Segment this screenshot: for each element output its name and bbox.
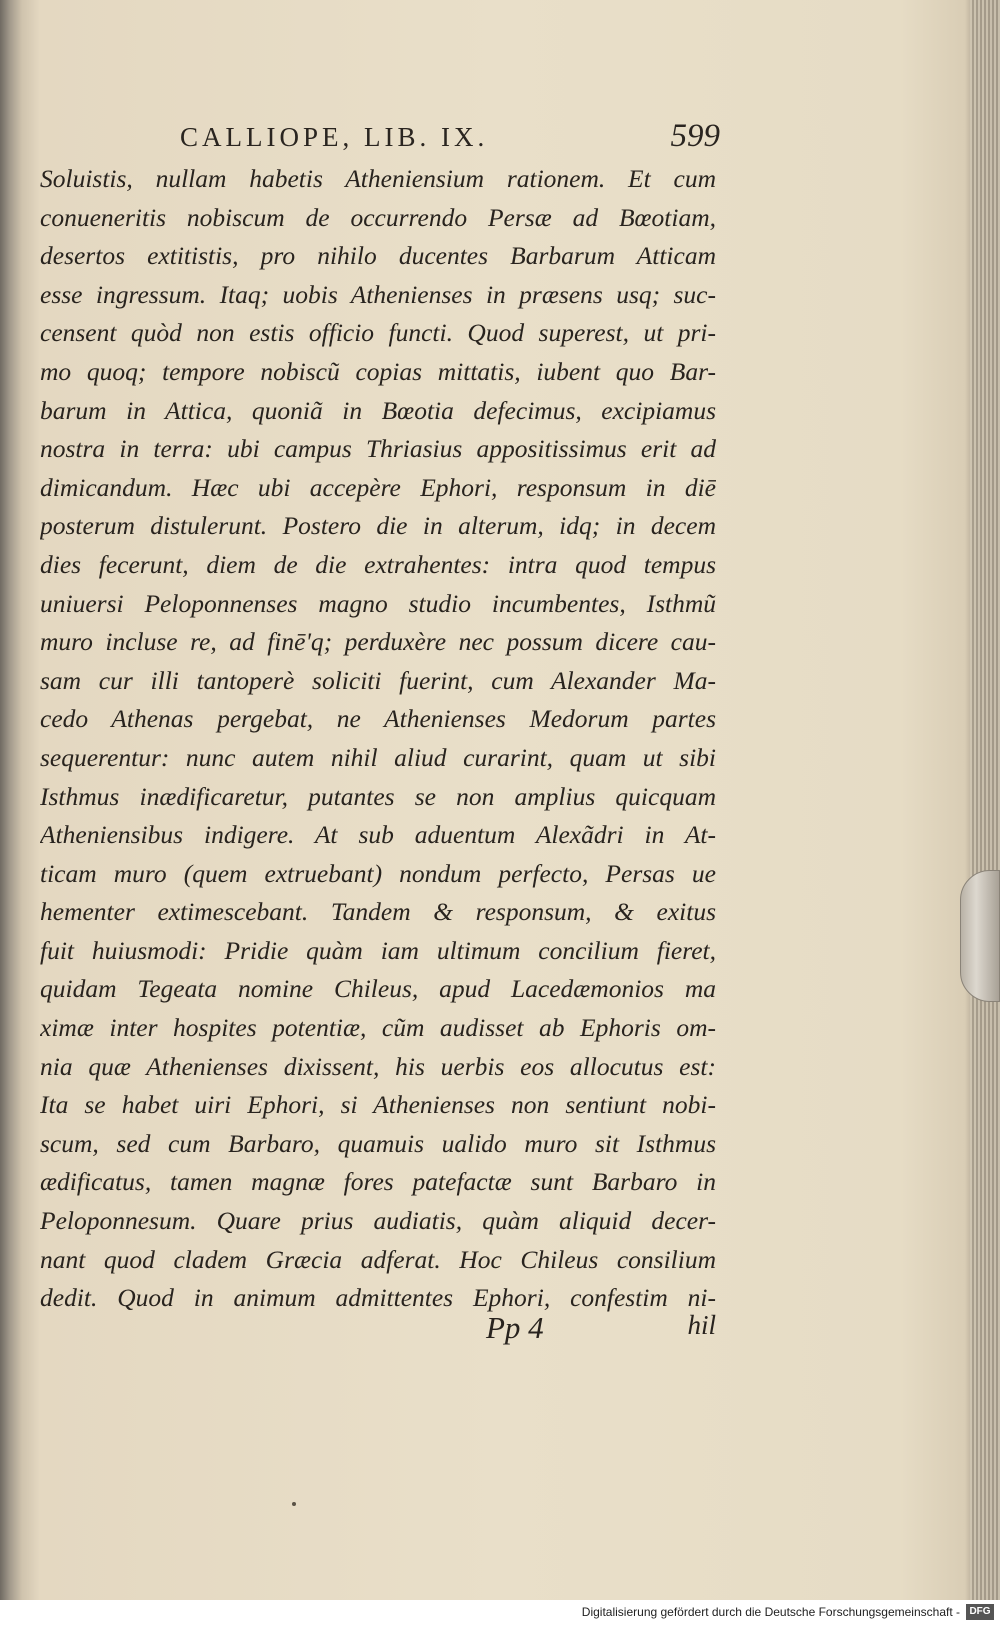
text-line: ximæ inter hospites potentiæ, cũm audisset ab Ephoris om- xyxy=(40,1013,716,1043)
text-line: nostra in terra: ubi campus Thriasius appositissimus erit ad xyxy=(40,434,716,464)
text-line: censent quòd non estis officio functi. Quod superest, ut pri- xyxy=(40,318,716,348)
text-line: esse ingressum. Itaq; uobis Athenienses in præsens usq; suc- xyxy=(40,279,716,309)
text-line: sequerentur: nunc autem nihil aliud curarint, quam ut sibi xyxy=(40,742,716,772)
text-line: posterum distulerunt. Postero die in alterum, idq; in decem xyxy=(40,511,716,541)
signature-mark: Pp 4 xyxy=(486,1310,544,1345)
text-line: barum in Attica, quoniã in Bœotia defecimus, excipiamus xyxy=(40,395,716,425)
text-line: Peloponnesum. Quare prius audiatis, quàm aliquid decer- xyxy=(40,1206,716,1236)
page-number: 599 xyxy=(670,118,720,154)
text-line: ædificatus, tamen magnæ fores patefactæ sunt Barbaro in xyxy=(40,1167,716,1197)
text-line: Isthmus inædificaretur, putantes se non amplius quicquam xyxy=(40,781,716,811)
text-line: cedo Athenas pergebat, ne Athenienses Medorum partes xyxy=(40,704,716,734)
text-line: sam cur illi tantoperè soliciti fuerint, cum Alexander Ma- xyxy=(40,665,716,695)
dfg-logo: DFG xyxy=(966,1604,994,1620)
text-line: dimicandum. Hæc ubi accepère Ephori, responsum in diē xyxy=(40,472,716,502)
credit-text: Digitalisierung gefördert durch die Deutsche Forschungsgemeinschaft - xyxy=(581,1605,960,1619)
text-line: Atheniensibus indigere. At sub aduentum Alexãdri in At- xyxy=(40,820,716,850)
text-line: fuit huiusmodi: Pridie quàm iam ultimum concilium fieret, xyxy=(40,935,716,965)
book-clip xyxy=(960,870,1000,1002)
text-line: desertos extitistis, pro nihilo ducentes Barbarum Atticam xyxy=(40,241,716,271)
page-header xyxy=(180,118,720,158)
page-edge-stack xyxy=(970,0,1000,1600)
catchword: hil xyxy=(687,1310,716,1340)
text-line: Ita se habet uiri Ephori, si Athenienses non sentiunt nobi- xyxy=(40,1090,716,1120)
text-line: quidam Tegeata nomine Chileus, apud Lacedæmonios ma xyxy=(40,974,716,1004)
ink-speck xyxy=(292,1502,296,1506)
text-line: dies fecerunt, diem de die extrahentes: intra quod tempus xyxy=(40,549,716,579)
text-line: uniuersi Peloponnenses magno studio incumbentes, Isthmũ xyxy=(40,588,716,618)
text-line: ticam muro (quem extruebant) nondum perfecto, Persas ue xyxy=(40,858,716,888)
page-footer xyxy=(40,1310,716,1350)
text-line: conueneritis nobiscum de occurrendo Persæ ad Bœotiam, xyxy=(40,202,716,232)
text-line: nia quæ Athenienses dixissent, his uerbis eos allocutus est: xyxy=(40,1051,716,1081)
text-line: nant quod cladem Græcia adferat. Hoc Chileus consilium xyxy=(40,1244,716,1274)
body-text xyxy=(40,160,716,1318)
text-line: muro incluse re, ad finē'q; perduxère nec possum dicere cau- xyxy=(40,627,716,657)
text-line: hementer extimescebant. Tandem & responsum, & exitus xyxy=(40,897,716,927)
text-line: mo quoq; tempore nobiscũ copias mittatis, iubent quo Bar- xyxy=(40,356,716,386)
text-line: dedit. Quod in animum admittentes Ephori, confestim ni- xyxy=(40,1283,716,1313)
running-head: CALLIOPE, LIB. IX. xyxy=(180,122,489,152)
credit-bar xyxy=(0,1600,1000,1626)
text-line: scum, sed cum Barbaro, quamuis ualido muro sit Isthmus xyxy=(40,1128,716,1158)
text-line: Soluistis, nullam habetis Atheniensium rationem. Et cum xyxy=(40,164,716,193)
